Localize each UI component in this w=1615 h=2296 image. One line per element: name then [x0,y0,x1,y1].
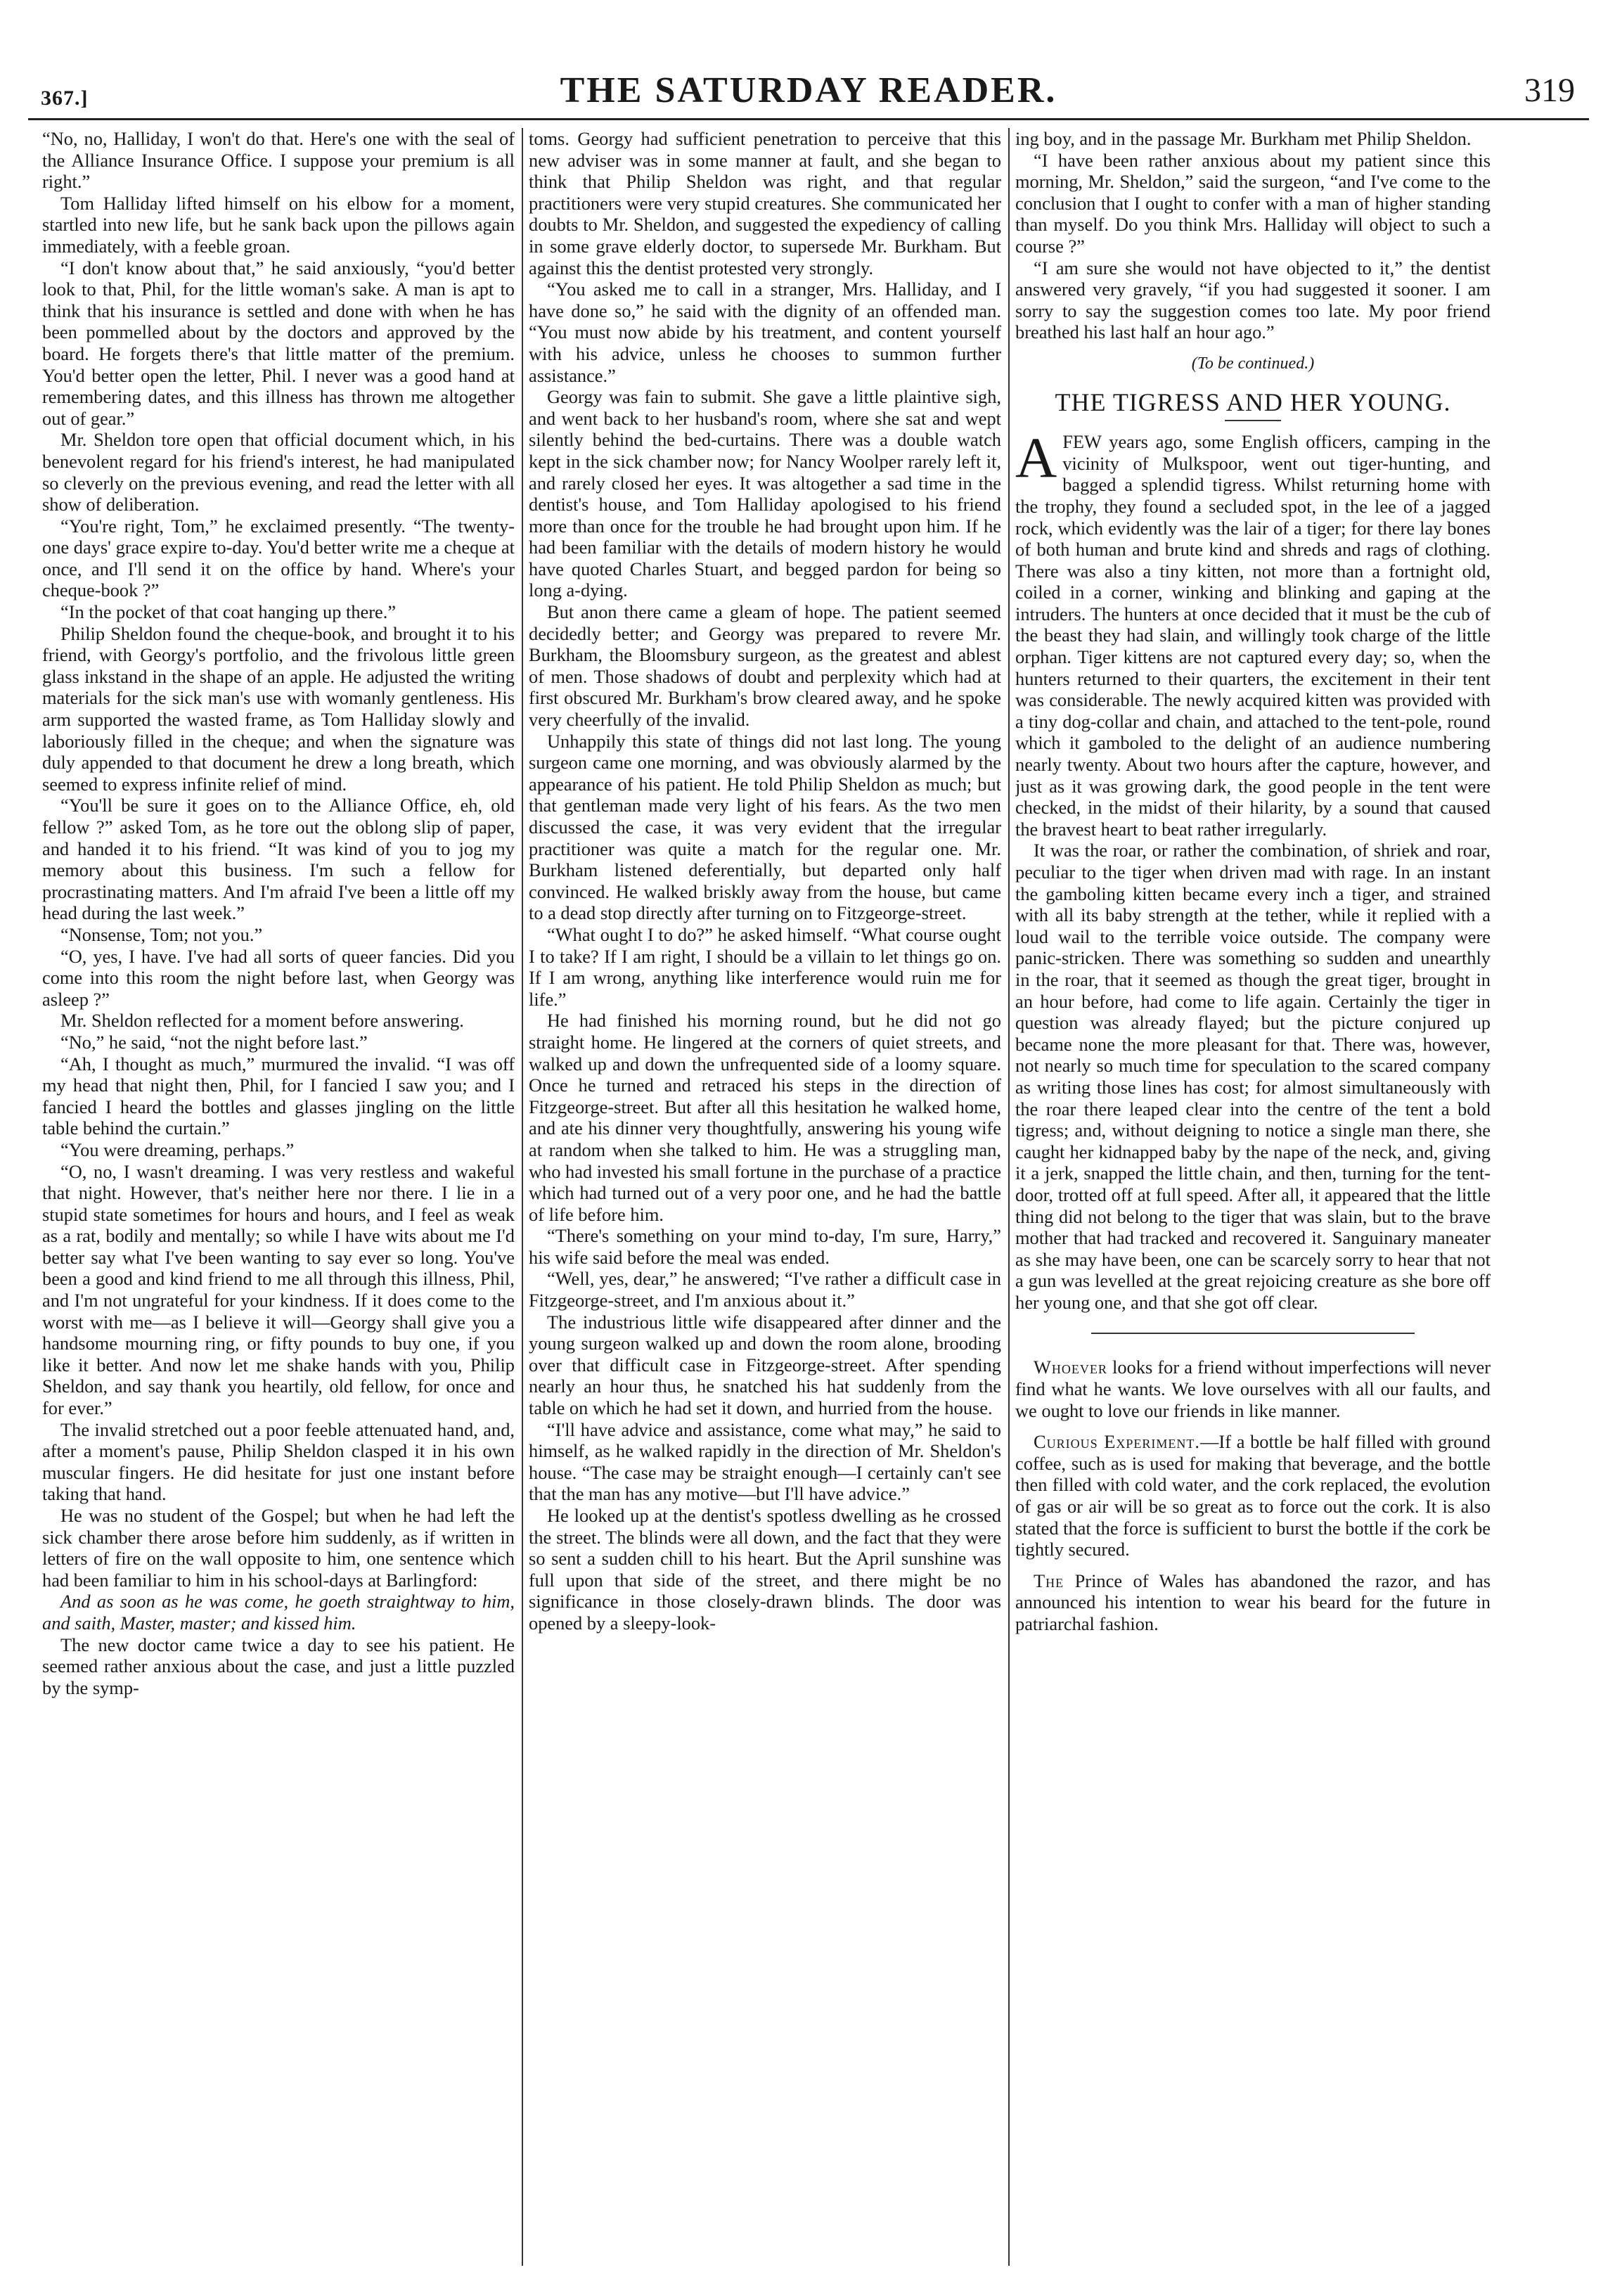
lead-word: Curious Experiment. [1034,1431,1201,1453]
masthead-title: THE SATURDAY READER. [560,70,1057,110]
paragraph: Mr. Sheldon reflected for a moment before answering. [60,1010,464,1032]
paragraph: ing boy, and in the passage Mr. Burkham met Philip Sheldon. [1015,128,1472,149]
lead-word: Whoever [1034,1357,1107,1378]
paragraph: It was the roar, or rather the combination, of shriek and roar, peculiar to the tiger when driven mad with rage. In an instant the gamboling kitten became every inch a tiger, and strained with all its baby strength at the tether, while it replied with a loud wail to the terrible voice outside. The company were panic-stricken. There was something so sudden and unearthly in the roar, that it seemed as though the great tiger, brought in an hour before, had come to life again. Certainly the tiger in question was already flayed; but the picture conjured up became none the more pleasant for that. There was, however, not nearly so much time for speculation to the scared company as writing those lines has cost; for almost simultaneously with the roar there leaped clear into the centre of the tent a bold tigress; and, without deigning to notice a single man there, she caught her kidnapped baby by the nape of the neck, and, giving it a jerk, snapped the little chain, and then, turning for the tent-door, trotted off at full speed. After all, it appeared that the little thing did not belong to the tiger that was slain, but to the brave mother that had tracked and recovered it. Sanguinary maneater as she may have been, one can be scarcely sorry to hear that not a gun was levelled at the great rejoicing creature as she bore off her young one, and that she got off clear. [1015,840,1491,1313]
paragraph: The invalid stretched out a poor feeble attenuated hand, and, after a moment's pause, Philip Sheldon clasped it in his own muscular fingers. He did hesitate for just one instant before taking that hand. [42,1418,515,1505]
paragraph: He had finished his morning round, but he did not go straight home. He lingered at the corners of quiet streets, and walked up and down the unfrequented side of a loomy square. Once he turned and retraced his steps in the direction of Fitzgeorge-street. But after all this hesitation he walked home, and ate his dinner very thoughtfully, answering his young wife at random when she talked to him. He was a struggling man, who had invested his small fortune in the purchase of a practice which had turned out of a very poor one, and he had the battle of life before him. [529,1010,1001,1225]
page-number: 319 [1524,72,1575,109]
whoever-item [1015,1357,1491,1421]
paragraph: “There's something on your mind to-day, I'm sure, Harry,” his wife said before the meal was ended. [529,1225,1001,1268]
paragraph: “O, no, I wasn't dreaming. I was very restless and wakeful that night. However, that's neither here nor there. I lie in a stupid state sometimes for hours and hours, and I feel as weak as a rat, bodily and mentally; so while I have wits about me I'd better say what I've been wanting to say ever so long. You've been a good and kind friend to me all through this illness, Phil, and I'm not ungrateful for your kindness. If it does come to the worst with me—as I believe it will—Georgy shall give you a handsome mourning ring, or fifty pounds to buy one, if you like it better. And now let me shake hands with you, Philip Sheldon, and say thank you heartily, old fellow, for once and for ever.” [42,1160,515,1419]
header-left-fragment: 367.] [41,86,89,110]
article-title: THE TIGRESS AND HER YOUNG. [1055,387,1451,416]
paragraph: He looked up at the dentist's spotless dwelling as he crossed the street. The blinds were all down, and the fact that they were so sent a sudden chill to his heart. But the April sunshine was full upon that side of the street, and there might be no significance in those closely-drawn blinds. The door was opened by a sleepy-look- [529,1505,1001,1634]
drop-cap: A [1015,425,1057,490]
paragraph: “Nonsense, Tom; not you.” [60,923,263,945]
paragraph: Philip Sheldon found the cheque-book, and brought it to his friend, with Georgy's portfolio, and the frivolous little green glass inkstand in the shape of an apple. He adjusted the writing materials for the sick man's use with womanly gentleness. His arm supported the wasted frame, as Tom Halliday slowly and laboriously filled in the cheque; and when the signature was duly appended to that document he drew a long breath, which seemed to express infinite relief of mind. [42,622,515,795]
curious-experiment-item [1015,1431,1491,1560]
paragraph: “You'll be sure it goes on to the Alliance Office, eh, old fellow ?” asked Tom, as he tore out the oblong slip of paper, and handed it to his friend. “It was kind of you to jog my memory about this business. I'm such a fellow for procrastinating matters. And I'm afraid I've been a little off my head during the last week.” [42,795,515,924]
paragraph: “No, no, Halliday, I won't do that. Here's one with the seal of the Alliance Insurance Office. I suppose your premium is all right.” [42,128,515,193]
section-rule [1091,1333,1415,1334]
column-1 [42,128,515,2266]
paragraph: Tom Halliday lifted himself on his elbow for a moment, startled into new life, but he sank back upon the pillows again immediately, with a feeble groan. [42,192,515,257]
paragraph: toms. Georgy had sufficient penetration to perceive that this new adviser was in some manner at fault, and she began to think that Philip Sheldon was right, and that regular practitioners were very stupid creatures. She communicated her doubts to Mr. Sheldon, and suggested the expediency of calling in some grave elderly doctor, to supersede Mr. Burkham. But against this the dentist protested very strongly. [529,128,1001,278]
column-rule [522,128,523,2266]
lead-word: The [1034,1570,1064,1591]
to-be-continued: (To be continued.) [1191,354,1315,373]
page-header [28,67,1589,116]
scripture-quote: And as soon as he was come, he goeth straightway to him, and saith, Master, master; and kissed him. [42,1591,515,1634]
paragraph: The industrious little wife disappeared after dinner and the young surgeon walked up and down the room alone, brooding over that difficult case in Fitzgeorge-street. After spending nearly an hour thus, he snatched his hat suddenly from the table on which he had set it down, and hurried from the house. [529,1311,1001,1419]
paragraph: “I have been rather anxious about my patient since this morning, Mr. Sheldon,” said the surgeon, “and I've come to the conclusion that I ought to confer with a man of higher standing than myself. Do you think Mrs. Halliday will object to such a course ?” [1015,149,1491,257]
paragraph: Unhappily this state of things did not last long. The young surgeon came one morning, and was obviously alarmed by the appearance of his patient. He told Philip Sheldon as much; but that gentleman made very light of his fears. As the two men discussed the case, it was very evident that the irregular practitioner was quite a match for the regular one. Mr. Burkham listened deferentially, but departed only half convinced. He walked briskly away from the house, but came to a dead stop directly after turning on to Fitzgeorge-street. [529,730,1001,924]
paragraph: Mr. Sheldon tore open that official document which, in his benevolent regard for his friend's interest, he had manipulated so cleverly on the previous evening, and read the letter with all show of deliberation. [42,429,515,515]
paragraph: He was no student of the Gospel; but when he had left the sick chamber there arose before him suddenly, as if written in letters of fire on the wall opposite to him, one sentence which had been familiar to him in his school-days at Barlingford: [42,1505,515,1591]
paragraph: “You were dreaming, perhaps.” [60,1139,295,1160]
paragraph-text: FEW years ago, some English officers, camping in the vicinity of Mulkspoor, went out tiger-hunting, and bagged a splendid tigress. Whilst returning home with the trophy, they found a secluded spot, in the lee of a jagged rock, which evidently was the lair of a tiger; for there lay bones of both human and brute kind and shreds and rags of clothing. There was also a tiny kitten, not more than a fortnight old, coiled in a corner, winking and blinking and gaping at the intruders. The hunters at once decided that it must be the cub of the beast they had slain, and willingly took charge of the little orphan. Tiger kittens are not captured every day; so, when the hunters returned to their quarters, the excitement in their tent was considerable. The newly acquired kitten was provided with a tiny dog-collar and chain, and attached to the tent-pole, round which it gamboled to the delight of an audience numbering nearly twenty. About two hours after the capture, however, and just as it was growing dark, the good people in the tent were checked, in the midst of their hilarity, by a sound that caused the bravest heart to beat rather irregularly. [1015,431,1491,840]
item-text: —If a bottle be half filled with ground coffee, such as is used for making that beverage, and the bottle then filled with cold water, and the cork replaced, the evolution of gas or air will be so great as to force out the cork. It is also stated that the force is sufficient to burst the bottle if the cork be tightly secured. [1015,1431,1491,1560]
column-3 [1015,128,1491,2266]
header-rule [28,118,1589,120]
paragraph: “I'll have advice and assistance, come what may,” he said to himself, as he walked rapidly in the direction of Mr. Sheldon's house. “The case may be straight enough—I certainly can't see that the man has any motive—but I'll have advice.” [529,1418,1001,1505]
prince-of-wales-item [1015,1570,1491,1635]
paragraph: But anon there came a gleam of hope. The patient seemed decidedly better; and Georgy was prepared to revere Mr. Burkham, the Bloomsbury surgeon, as the greatest and ablest of men. Those shadows of doubt and perplexity which had at first obscured Mr. Burkham's brow cleared away, and he spoke very cheerfully of the invalid. [529,601,1001,731]
paragraph: The new doctor came twice a day to see his patient. He seemed rather anxious about the case, and just a little puzzled by the symp- [42,1634,515,1698]
paragraph: “You're right, Tom,” he exclaimed presently. “The twenty-one days' grace expire to-day. You'd better write me a cheque at once, and I'll send it on the office by hand. Where's your cheque-book ?” [42,515,515,601]
article-first-paragraph [1015,425,1491,840]
paragraph: “You asked me to call in a stranger, Mrs. Halliday, and I have done so,” he said with the dignity of an offended man. “You must now abide by his treatment, and content yourself with his advice, unless he chooses to summon further assistance.” [529,278,1001,386]
paragraph: “O, yes, I have. I've had all sorts of queer fancies. Did you come into this room the night before last, when Georgy was asleep ?” [42,945,515,1010]
paragraph: “No,” he said, “not the night before last.” [60,1031,368,1053]
paragraph: “I don't know about that,” he said anxiously, “you'd better look to that, Phil, for the little woman's sake. A man is apt to think that his insurance is settled and done with when he has been pommelled about by the doctors and approved by the board. He forgets there's that little matter of the premium. You'd better open the letter, Phil. I never was a good hand at remembering dates, and this illness has thrown me altogether out of gear.” [42,257,515,429]
item-text: looks for a friend without imperfections will never find what he wants. We love ourselves with all our faults, and we ought to love our friends in like manner. [1015,1357,1491,1421]
paragraph: “I am sure she would not have objected to it,” the dentist answered very gravely, “if you had suggested it sooner. I am sorry to say the suggestion comes too late. My poor friend breathed his last half an hour ago.” [1015,257,1491,343]
paragraph: “Well, yes, dear,” he answered; “I've rather a difficult case in Fitzgeorge-street, and I'm anxious about it.” [529,1268,1001,1311]
paragraph: “What ought I to do?” he asked himself. “What course ought I to take? If I am right, I should be a villain to let things go on. If I am wrong, anything like interference would ruin me for life.” [529,923,1001,1010]
item-text: Prince of Wales has abandoned the razor, and has announced his intention to wear his beard for the future in patriarchal fashion. [1015,1570,1491,1634]
column-rule [1008,128,1010,2266]
title-rule [1225,420,1281,421]
paragraph: “In the pocket of that coat hanging up there.” [60,601,397,623]
paragraph: “Ah, I thought as much,” murmured the invalid. “I was off my head that night then, Phil, for I fancied I saw you; and I fancied I heard the bottles and glasses jingling on the little table behind the curtain.” [42,1053,515,1139]
column-2 [529,128,1001,2266]
paragraph: Georgy was fain to submit. She gave a little plaintive sigh, and went back to her husband's room, where she sat and wept silently behind the bed-curtains. There was a double watch kept in the sick chamber now; for Nancy Woolper rarely left it, and rarely closed her eyes. It was altogether a sad time in the dentist's house, and Tom Halliday apologised to his friend more than once for the trouble he had brought upon him. If he had been familiar with the details of modern history he would have quoted Charles Stuart, and begged pardon for being so long a-dying. [529,386,1001,601]
